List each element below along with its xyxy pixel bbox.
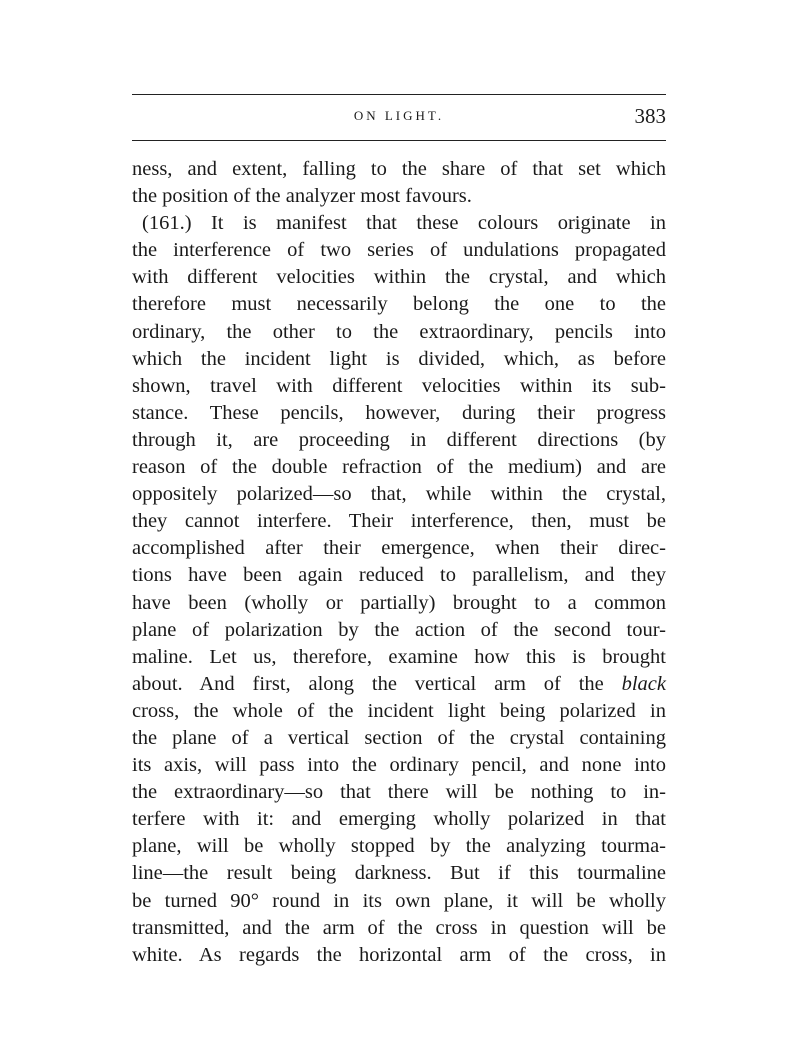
text-line-with-italic: [132, 671, 666, 698]
text-line: the plane of a vertical section of the crystal containing: [132, 726, 666, 749]
text-line: transmitted, and the arm of the cross in question will be: [132, 916, 666, 939]
text-line: ness, and extent, falling to the share of that set which: [132, 158, 666, 180]
text-line: be turned 90° round in its own plane, it will be wholly: [132, 889, 666, 912]
text-line: plane, will be wholly stopped by the analyzing tourma-: [132, 835, 666, 858]
text-line: have been (wholly or partially) brought to a common: [132, 591, 666, 614]
text-line: therefore must necessarily belong the one to the: [132, 293, 666, 316]
text-line: terfere with it: and emerging wholly polarized in that: [132, 808, 666, 831]
text-line: plane of polarization by the action of the second tour-: [132, 618, 666, 641]
text-line: with different velocities within the crystal, and which: [132, 266, 666, 289]
running-head: [132, 104, 666, 130]
text-line: white. As regards the horizontal arm of the cross, in: [132, 943, 666, 966]
text-line: the interference of two series of undulations propagated: [132, 239, 666, 262]
text-line: its axis, will pass into the ordinary pencil, and none into: [132, 754, 666, 777]
text-line: shown, travel with different velocities within its sub-: [132, 374, 666, 397]
running-title: ON LIGHT.: [353, 108, 445, 123]
text-line: maline. Let us, therefore, examine how this is brought: [132, 645, 666, 668]
text-line: oppositely polarized—so that, while within the crystal,: [132, 483, 666, 506]
text-line: tions have been again reduced to parallelism, and they: [132, 564, 666, 587]
page-number: 383: [634, 104, 666, 128]
header-top-rule: [132, 94, 666, 95]
text-line-segment: about. And first, along the vertical arm of the: [132, 672, 604, 695]
text-line: through it, are proceeding in different directions (by: [132, 428, 666, 451]
text-line: cross, the whole of the incident light being polarized in: [132, 699, 666, 722]
text-line: the extraordinary—so that there will be nothing to in-: [132, 781, 666, 804]
italic-word: black: [621, 672, 667, 695]
body-text: [132, 156, 666, 969]
text-line: accomplished after their emergence, when their direc-: [132, 537, 666, 560]
paragraph-start-line: (161.) It is manifest that these colours originate in: [142, 212, 666, 235]
text-line: the position of the analyzer most favours.: [132, 185, 472, 208]
text-line: stance. These pencils, however, during their progress: [132, 401, 666, 424]
text-line: ordinary, the other to the extraordinary, pencils into: [132, 320, 666, 343]
text-line: which the incident light is divided, which, as before: [132, 347, 666, 370]
text-line: they cannot interfere. Their interference, then, must be: [132, 510, 666, 533]
text-line: reason of the double refraction of the medium) and are: [132, 456, 666, 479]
text-line: line—the result being darkness. But if this tourmaline: [132, 862, 666, 885]
header-bottom-rule: [132, 140, 666, 141]
